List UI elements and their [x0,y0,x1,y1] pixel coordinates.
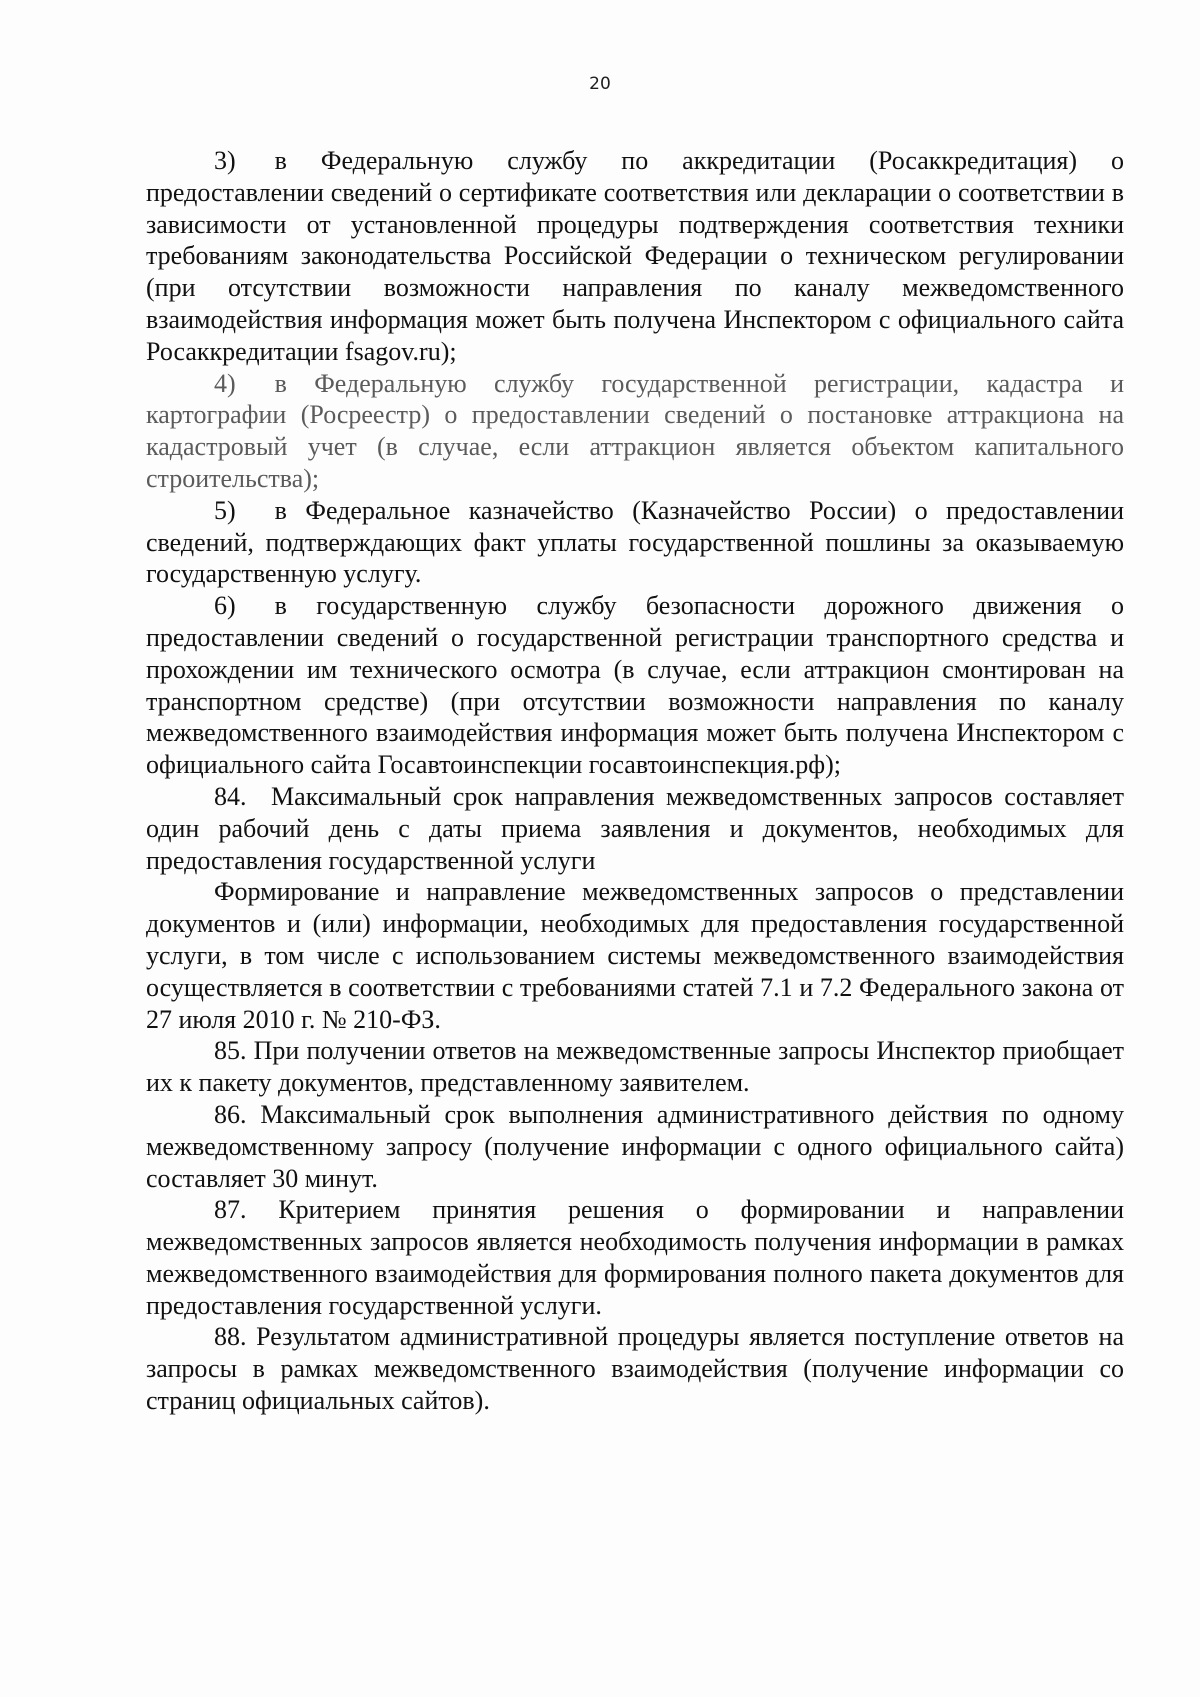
clause-86: 86. Максимальный срок выполнения административного действия по одному межведомственному запросу (получение информации с одного официального сайта) составляет 30 минут. [146,1099,1124,1193]
list-item-4: 4) в Федеральную службу государственной регистрации, кадастра и картографии (Росреестр) о предоставлении сведений о постановке аттракциона на кадастровый учет (в случае, если аттракцион является объектом капитального строительства); [146,368,1124,493]
list-item-6: 6) в государственную службу безопасности дорожного движения о предоставлении сведений о государственной регистрации транспортного средства и прохождении им технического осмотра (в случае, если аттракцион смонтирован на транспортном средстве) (при отсутствии возможности направления по каналу межведомственного взаимодействия информация может быть получена Инспектором с официального сайта Госавтоинспекции госавтоинспекция.рф); [146,591,1124,780]
clause-88: 88. Результатом административной процедуры является поступление ответов на запросы в рамках межведомственного взаимодействия (получение информации со страниц официальных сайтов). [146,1322,1124,1416]
clause-87: 87. Критерием принятия решения о формировании и направлении межведомственных запросов является необходимость получения информации в рамках межведомственного взаимодействия для формирования полного пакета документов для предоставления государственной услуги. [146,1195,1124,1320]
clause-84: 84. Максимальный срок направления межведомственных запросов составляет один рабочий день с даты приема заявления и документов, необходимых для предоставления государственной услуги [146,781,1124,875]
clause-85: 85. При получении ответов на межведомственные запросы Инспектор приобщает их к пакету документов, представленному заявителем. [146,1036,1124,1098]
list-item-5: 5) в Федеральное казначейство (Казначейство России) о предоставлении сведений, подтверждающих факт уплаты государственной пошлины за оказываемую государственную услугу. [146,495,1124,589]
clause-84-continuation: Формирование и направление межведомственных запросов о представлении документов и (или) информации, необходимых для предоставления государственной услуги, в том числе с использованием системы межведомственного взаимодействия осуществляется в соответствии с требованиями статей 7.1 и 7.2 Федерального закона от 27 июля 2010 г. № 210-ФЗ. [146,877,1124,1034]
document-body [146,145,1124,1417]
list-item-3: 3) в Федеральную службу по аккредитации (Росаккредитация) о предоставлении сведений о сертификате соответствия или декларации о соответствии в зависимости от установленной процедуры подтверждения соответствия техники требованиям законодательства Российской Федерации о техническом регулировании (при отсутствии возможности направления по каналу межведомственного взаимодействия информация может быть получена Инспектором с официального сайта Росаккредитации fsagov.ru); [146,146,1124,366]
page-number: 20 [589,74,611,94]
